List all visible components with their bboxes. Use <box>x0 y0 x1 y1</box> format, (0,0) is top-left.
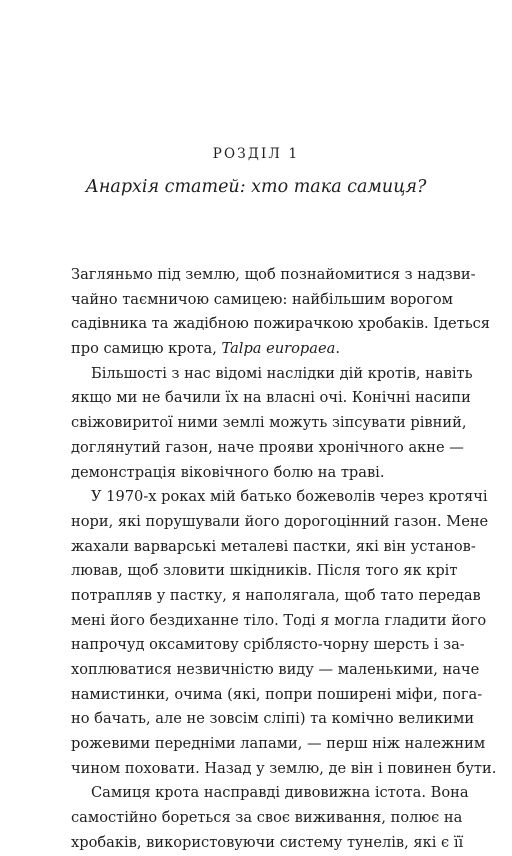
text-span: . <box>335 340 340 358</box>
chapter-title: Анархія статей: хто така самиця? <box>85 177 427 197</box>
text-line: демонстрація віковічного болю на траві. <box>71 463 385 481</box>
text-line: мені його бездиханне тіло. Тоді я могла гладити його <box>71 611 487 629</box>
text-line: потрапляв у пастку, я наполягала, щоб тато передав <box>71 586 481 604</box>
text-line: Загляньмо під землю, щоб познайомитися з надзви- <box>71 266 476 283</box>
text-line: хробаків, використовуючи систему тунелів, які є її <box>71 833 464 851</box>
text-line: Самиця крота насправді дивовижна істота. Вона <box>91 784 469 802</box>
text-line: доглянутий газон, наче прояви хронічного акне — <box>71 438 464 456</box>
text-line: свіжовиритої ними землі можуть зіпсувати рівний, <box>71 414 467 432</box>
text-line: У 1970-х роках мій батько божеволів через кротячі <box>91 488 488 506</box>
text-line: но бачать, але не зовсім сліпі) та комічно великими <box>71 710 475 728</box>
species-name: Talpa europaea <box>221 340 336 358</box>
text-line: чайно таємничою самицею: найбільшим ворогом <box>71 290 454 308</box>
text-line: лював, щоб зловити шкідників. Після того як кріт <box>71 562 458 580</box>
text-line: намистинки, очима (які, попри поширені міфи, пога- <box>71 685 483 703</box>
text-line: якщо ми не бачили їх на власні очі. Конічні насипи <box>71 389 471 407</box>
text-line: жахали варварські металеві пастки, які він установ- <box>71 537 476 555</box>
text-line: самостійно бореться за своє виживання, полює на <box>71 809 463 827</box>
text-line: Більшості з нас відомі наслідки дій кротів, навіть <box>91 364 473 382</box>
text-line: садівника та жадібною пожирачкою хробаків. Ідеться <box>71 315 491 333</box>
text-line: рожевими передніми лапами, — перш ніж належним <box>71 735 486 753</box>
text-line: чином поховати. Назад у землю, де він і повинен бути. <box>71 759 497 777</box>
body-text <box>71 263 497 856</box>
text-line: напрочуд оксамитову сріблясто-чорну шерсть і за- <box>71 636 465 654</box>
text-span: про самицю крота, <box>71 340 222 358</box>
text-line: нори, які порушували його дорогоцінний газон. Мене <box>71 512 489 530</box>
text-line <box>71 337 443 362</box>
chapter-number: РОЗДІЛ 1 <box>212 146 300 162</box>
text-line: хоплюватися незвичністю виду — маленькими, наче <box>71 661 480 678</box>
